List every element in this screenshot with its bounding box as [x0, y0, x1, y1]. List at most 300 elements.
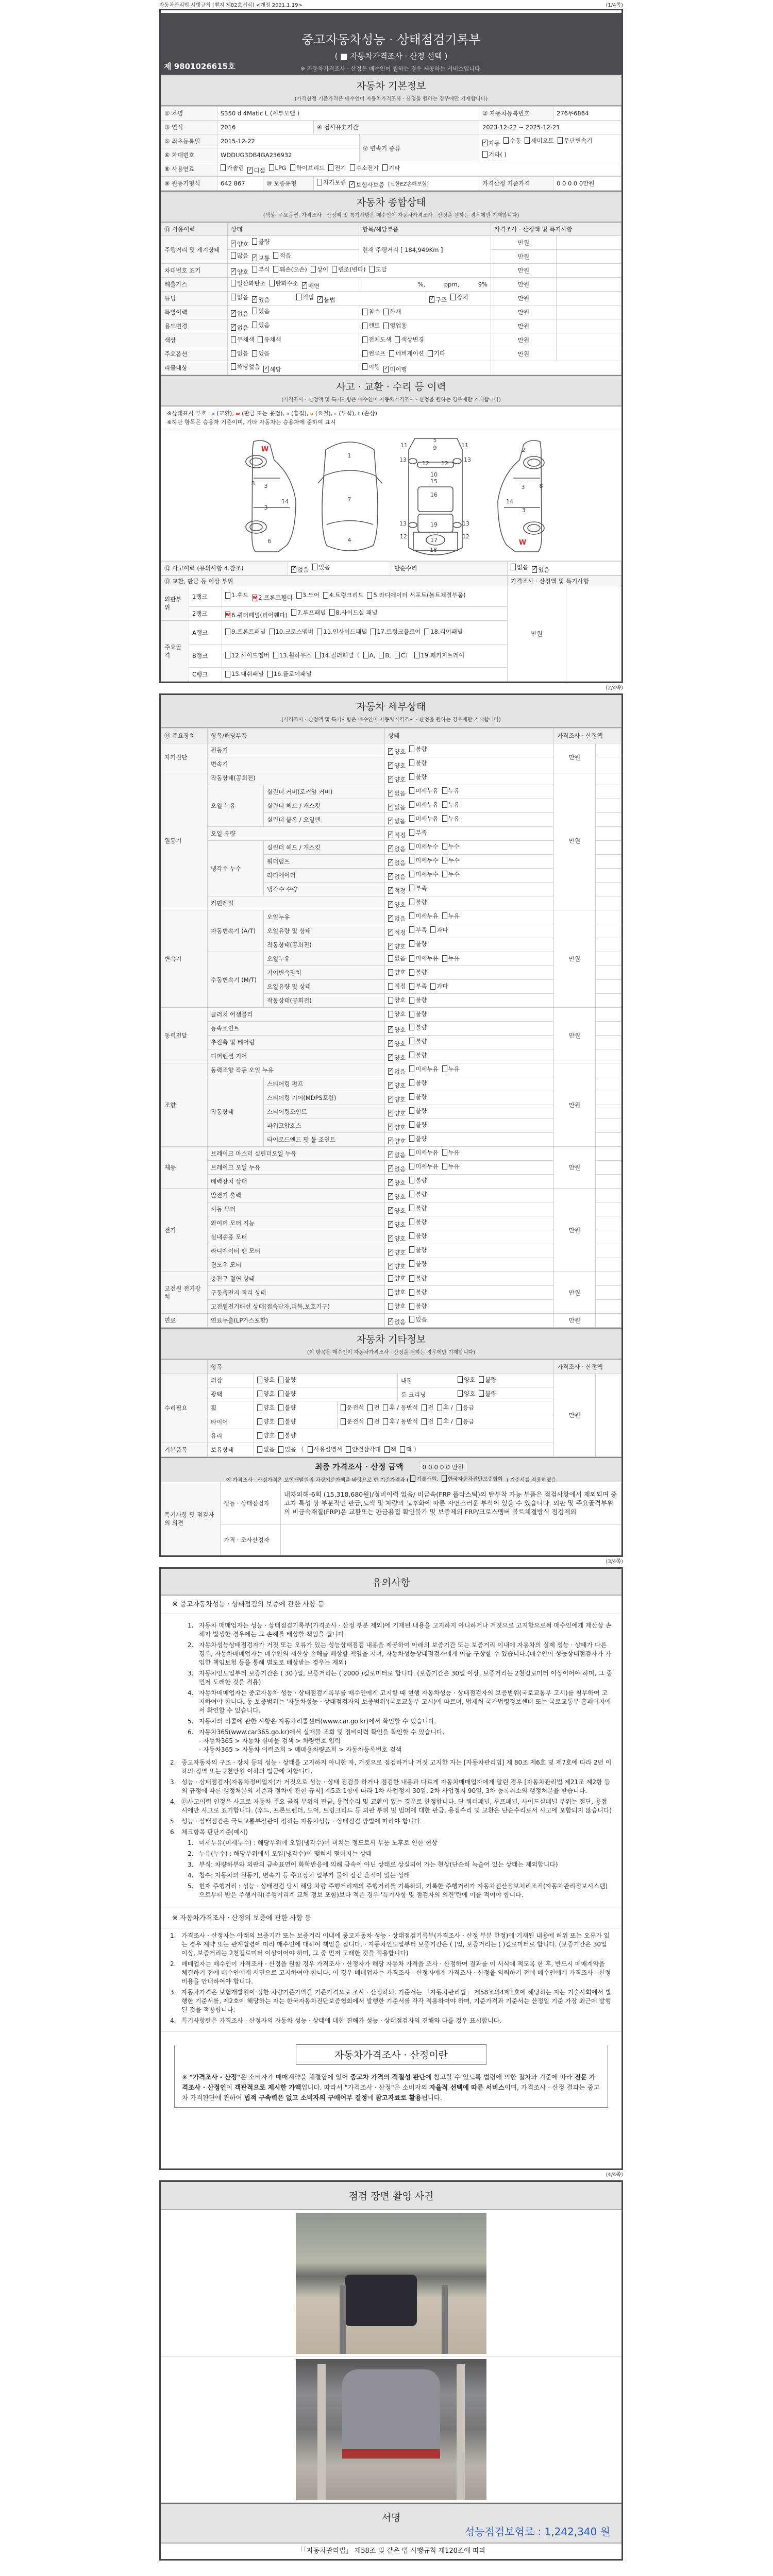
checkbox-option[interactable]	[388, 1288, 406, 1296]
checkbox-option[interactable]	[363, 651, 376, 660]
checkbox-icon[interactable]	[362, 309, 367, 315]
checkbox-option[interactable]	[317, 178, 346, 187]
checkbox-option[interactable]	[291, 608, 326, 617]
checkbox-checked-icon[interactable]: ✓	[389, 790, 393, 795]
checkbox-icon[interactable]	[479, 1376, 484, 1383]
checkbox-checked-icon[interactable]: ✓	[231, 241, 236, 246]
checkbox-option[interactable]	[437, 1403, 453, 1412]
checkbox-icon[interactable]	[278, 1446, 283, 1453]
checkbox-icon[interactable]	[341, 1404, 346, 1411]
checkbox-icon[interactable]	[422, 1404, 427, 1411]
checkbox-option[interactable]	[257, 1389, 275, 1398]
checkbox-icon[interactable]	[409, 1011, 414, 1018]
checkbox-option[interactable]	[388, 1109, 406, 1117]
checkbox-option[interactable]	[231, 268, 248, 276]
checkbox-icon[interactable]	[252, 308, 257, 314]
checkbox-option[interactable]	[409, 1176, 427, 1184]
checkbox-icon[interactable]	[409, 1107, 414, 1114]
checkbox-option[interactable]	[409, 1107, 427, 1115]
checkbox-icon[interactable]	[362, 323, 367, 329]
checkbox-checked-icon[interactable]: ✓	[389, 943, 393, 948]
checkbox-option[interactable]	[383, 365, 407, 374]
checkbox-option[interactable]	[388, 775, 406, 784]
checkbox-option[interactable]	[422, 1417, 433, 1426]
checkbox-option[interactable]	[388, 1221, 406, 1229]
checkbox-option[interactable]	[383, 321, 407, 330]
checkbox-option[interactable]	[290, 164, 325, 172]
checkbox-option[interactable]	[422, 1403, 433, 1412]
checkbox-icon[interactable]	[231, 294, 236, 300]
checkbox-icon[interactable]	[409, 1177, 414, 1183]
checkbox-option[interactable]	[367, 1403, 379, 1412]
checkbox-icon[interactable]	[409, 1079, 414, 1086]
checkbox-option[interactable]	[388, 1040, 406, 1048]
checkbox-icon[interactable]	[379, 652, 384, 658]
checkbox-icon[interactable]	[257, 1404, 262, 1411]
checkbox-option[interactable]	[362, 321, 380, 330]
checkbox-checked-icon[interactable]: ✓	[389, 1249, 393, 1255]
checkbox-option[interactable]	[257, 1431, 275, 1439]
checkbox-icon[interactable]	[317, 629, 322, 635]
checkbox-icon[interactable]	[409, 1316, 414, 1323]
checkbox-icon[interactable]	[409, 773, 414, 780]
checkbox-icon[interactable]	[409, 1289, 414, 1296]
checkbox-option[interactable]	[257, 1376, 275, 1384]
checkbox-icon[interactable]	[442, 1065, 447, 1072]
checkbox-option[interactable]	[371, 627, 421, 636]
checkbox-option[interactable]	[525, 135, 553, 146]
checkbox-option[interactable]	[409, 759, 427, 767]
checkbox-option[interactable]	[409, 815, 438, 823]
checkbox-option[interactable]	[442, 912, 460, 920]
checkbox-option[interactable]	[479, 1376, 496, 1384]
checkbox-option[interactable]	[225, 670, 264, 678]
checkbox-option[interactable]	[503, 135, 521, 146]
checkbox-icon[interactable]	[278, 1418, 283, 1425]
checkbox-option[interactable]	[278, 1431, 296, 1439]
checkbox-checked-icon[interactable]: ✓	[350, 181, 355, 187]
checkbox-option[interactable]	[369, 265, 387, 274]
checkbox-checked-icon[interactable]: ✓	[389, 804, 393, 809]
checkbox-option[interactable]	[225, 627, 266, 636]
checkbox-option[interactable]	[482, 149, 507, 160]
checkbox-option[interactable]	[388, 1207, 406, 1215]
checkbox-option[interactable]	[429, 296, 447, 304]
checkbox-checked-icon[interactable]: ✓	[389, 845, 393, 851]
checkbox-option[interactable]	[388, 1081, 406, 1090]
checkbox-option[interactable]	[388, 1137, 406, 1145]
checkbox-option[interactable]	[258, 335, 281, 344]
checkbox-option[interactable]	[511, 563, 528, 571]
checkbox-icon[interactable]	[409, 787, 414, 794]
checkbox-icon[interactable]	[409, 1163, 414, 1170]
checkbox-checked-icon[interactable]: ✓	[430, 296, 434, 302]
checkbox-option[interactable]	[231, 310, 248, 318]
checkbox-option[interactable]	[388, 1318, 406, 1326]
checkbox-icon[interactable]	[409, 1135, 414, 1142]
checkbox-icon[interactable]	[312, 564, 317, 570]
checkbox-option[interactable]	[252, 254, 270, 262]
checkbox-option[interactable]	[388, 982, 406, 990]
checkbox-checked-icon[interactable]: ✓	[231, 324, 236, 330]
checkbox-checked-icon[interactable]: ✓	[302, 282, 307, 288]
checkbox-option[interactable]	[388, 1026, 406, 1034]
checkbox-option[interactable]	[388, 1302, 406, 1310]
checkbox-option[interactable]	[317, 627, 367, 636]
checkbox-icon[interactable]	[409, 912, 414, 919]
checkbox-option[interactable]	[409, 1079, 427, 1087]
checkbox-checked-icon[interactable]: ✓	[318, 296, 323, 302]
checkbox-option[interactable]	[409, 1190, 427, 1198]
checkbox-icon[interactable]	[442, 843, 447, 850]
checkbox-option[interactable]	[437, 1417, 453, 1426]
checkbox-icon[interactable]	[362, 336, 367, 343]
checkbox-option[interactable]	[388, 1095, 406, 1104]
checkbox-icon[interactable]	[270, 629, 275, 635]
checkbox-icon[interactable]	[409, 1246, 414, 1253]
checkbox-icon[interactable]	[479, 1390, 484, 1397]
checkbox-icon[interactable]	[558, 137, 563, 144]
checkbox-option[interactable]	[269, 164, 287, 172]
checkbox-icon[interactable]	[362, 350, 367, 357]
checkbox-checked-icon[interactable]: ✓	[389, 1068, 393, 1074]
checkbox-option[interactable]	[388, 1151, 406, 1159]
checkbox-icon[interactable]	[409, 843, 414, 850]
weld-mark-icon[interactable]: w	[226, 612, 230, 617]
checkbox-option[interactable]	[409, 870, 438, 878]
checkbox-option[interactable]	[400, 1445, 419, 1453]
checkbox-icon[interactable]	[267, 671, 273, 677]
checkbox-icon[interactable]	[371, 629, 376, 635]
checkbox-option[interactable]	[367, 1417, 379, 1426]
checkbox-option[interactable]	[430, 982, 448, 990]
checkbox-option[interactable]	[278, 1445, 304, 1453]
checkbox-checked-icon[interactable]: ✓	[253, 255, 257, 260]
checkbox-option[interactable]	[388, 1262, 406, 1270]
checkbox-option[interactable]	[388, 859, 406, 867]
checkbox-option[interactable]	[409, 940, 427, 948]
checkbox-icon[interactable]	[503, 137, 509, 144]
checkbox-icon[interactable]	[257, 1377, 262, 1383]
checkbox-icon[interactable]	[278, 1377, 283, 1383]
checkbox-option[interactable]	[252, 238, 270, 246]
checkbox-icon[interactable]	[252, 238, 257, 245]
checkbox-option[interactable]	[388, 803, 406, 811]
checkbox-option[interactable]	[395, 651, 411, 660]
checkbox-option[interactable]	[231, 293, 248, 301]
checkbox-checked-icon[interactable]: ✓	[389, 1138, 393, 1143]
checkbox-option[interactable]	[409, 1288, 427, 1296]
checkbox-option[interactable]	[252, 307, 270, 315]
checkbox-option[interactable]	[388, 761, 406, 770]
checkbox-checked-icon[interactable]: ✓	[389, 818, 393, 823]
checkbox-option[interactable]	[409, 1218, 427, 1226]
checkbox-icon[interactable]	[269, 164, 274, 171]
checkbox-option[interactable]	[257, 1403, 275, 1412]
checkbox-icon[interactable]	[252, 266, 257, 273]
checkbox-option[interactable]	[409, 773, 427, 781]
checkbox-option[interactable]	[273, 651, 312, 660]
checkbox-checked-icon[interactable]: ✓	[389, 1165, 393, 1171]
checkbox-icon[interactable]	[482, 151, 488, 158]
checkbox-icon[interactable]	[221, 164, 226, 171]
checkbox-option[interactable]	[409, 1023, 427, 1031]
checkbox-checked-icon[interactable]: ✓	[483, 140, 488, 146]
checkbox-icon[interactable]	[388, 1303, 393, 1310]
checkbox-icon[interactable]	[367, 592, 372, 599]
checkbox-icon[interactable]	[308, 1446, 313, 1453]
checkbox-option[interactable]	[388, 1123, 406, 1131]
checkbox-icon[interactable]	[388, 1289, 393, 1296]
checkbox-icon[interactable]	[367, 1404, 373, 1411]
checkbox-icon[interactable]	[278, 1391, 283, 1397]
checkbox-option[interactable]	[442, 856, 460, 865]
checkbox-checked-icon[interactable]: ✓	[389, 1207, 393, 1213]
checkbox-option[interactable]	[388, 1234, 406, 1243]
checkbox-icon[interactable]	[430, 983, 435, 990]
checkbox-option[interactable]	[252, 593, 293, 602]
checkbox-icon[interactable]	[409, 1218, 414, 1225]
checkbox-option[interactable]	[231, 349, 248, 358]
checkbox-option[interactable]	[263, 365, 281, 374]
checkbox-option[interactable]	[388, 1010, 406, 1018]
checkbox-option[interactable]	[409, 1010, 427, 1018]
checkbox-icon[interactable]	[414, 652, 419, 658]
checkbox-option[interactable]	[388, 914, 406, 923]
checkbox-checked-icon[interactable]: ✓	[389, 1124, 393, 1129]
checkbox-icon[interactable]	[225, 592, 230, 599]
checkbox-icon[interactable]	[409, 815, 414, 822]
checkbox-option[interactable]	[231, 251, 248, 260]
checkbox-icon[interactable]	[395, 652, 400, 658]
checkbox-option[interactable]	[409, 1204, 427, 1212]
checkbox-icon[interactable]	[422, 1418, 427, 1425]
checkbox-icon[interactable]	[409, 829, 414, 836]
checkbox-icon[interactable]	[400, 1446, 405, 1453]
checkbox-option[interactable]	[388, 845, 406, 853]
checkbox-icon[interactable]	[442, 787, 447, 794]
checkbox-option[interactable]	[388, 954, 406, 962]
checkbox-icon[interactable]	[323, 592, 328, 599]
checkbox-option[interactable]	[317, 296, 335, 304]
checkbox-checked-icon[interactable]: ✓	[389, 776, 393, 782]
checkbox-option[interactable]	[362, 363, 380, 371]
checkbox-option[interactable]	[252, 349, 270, 358]
checkbox-icon[interactable]	[273, 652, 278, 658]
checkbox-icon[interactable]	[257, 1432, 262, 1439]
checkbox-icon[interactable]	[409, 1065, 414, 1072]
checkbox-option[interactable]	[323, 590, 364, 600]
checkbox-option[interactable]	[388, 928, 406, 937]
checkbox-option[interactable]	[409, 982, 427, 990]
checkbox-checked-icon[interactable]: ✓	[389, 762, 393, 768]
checkbox-icon[interactable]	[225, 671, 230, 677]
checkbox-checked-icon[interactable]: ✓	[389, 1221, 393, 1227]
checkbox-icon[interactable]	[296, 294, 301, 300]
checkbox-option[interactable]	[388, 1248, 406, 1257]
checkbox-checked-icon[interactable]: ✓	[389, 1263, 393, 1268]
checkbox-icon[interactable]	[442, 1149, 447, 1156]
checkbox-option[interactable]	[257, 1417, 275, 1426]
checkbox-option[interactable]	[252, 265, 270, 274]
checkbox-icon[interactable]	[341, 1418, 346, 1425]
checkbox-option[interactable]	[409, 912, 438, 920]
checkbox-option[interactable]	[267, 670, 312, 678]
checkbox-option[interactable]	[409, 828, 427, 837]
checkbox-icon[interactable]	[258, 336, 263, 343]
checkbox-icon[interactable]	[409, 885, 414, 891]
checkbox-option[interactable]	[442, 870, 460, 878]
checkbox-icon[interactable]	[409, 871, 414, 877]
checkbox-option[interactable]	[388, 887, 406, 895]
checkbox-icon[interactable]	[291, 609, 296, 616]
checkbox-checked-icon[interactable]: ✓	[389, 1179, 393, 1185]
checkbox-option[interactable]	[430, 926, 448, 934]
checkbox-icon[interactable]	[270, 280, 275, 286]
checkbox-option[interactable]	[409, 926, 427, 934]
checkbox-icon[interactable]	[409, 801, 414, 808]
checkbox-icon[interactable]	[511, 564, 516, 570]
checkbox-option[interactable]	[442, 787, 460, 795]
checkbox-icon[interactable]	[388, 955, 393, 962]
checkbox-option[interactable]	[442, 1148, 460, 1157]
checkbox-option[interactable]	[329, 608, 377, 617]
checkbox-option[interactable]	[315, 651, 360, 660]
checkbox-icon[interactable]	[363, 652, 368, 658]
checkbox-option[interactable]	[409, 968, 427, 976]
checkbox-option[interactable]	[388, 748, 406, 756]
checkbox-option[interactable]	[428, 349, 445, 358]
checkbox-icon[interactable]	[424, 629, 429, 635]
checkbox-option[interactable]	[457, 1417, 474, 1426]
checkbox-option[interactable]	[341, 1417, 364, 1426]
checkbox-checked-icon[interactable]: ✓	[389, 1151, 393, 1157]
checkbox-icon[interactable]	[328, 164, 333, 171]
checkbox-option[interactable]	[383, 308, 401, 316]
checkbox-option[interactable]	[384, 1445, 396, 1453]
checkbox-option[interactable]	[362, 308, 380, 316]
checkbox-option[interactable]	[296, 293, 314, 301]
checkbox-icon[interactable]	[409, 955, 414, 962]
checkbox-option[interactable]	[388, 1067, 406, 1076]
checkbox-icon[interactable]	[410, 1475, 415, 1482]
checkbox-icon[interactable]	[409, 899, 414, 905]
checkbox-icon[interactable]	[384, 1446, 390, 1453]
checkbox-icon[interactable]	[409, 997, 414, 1004]
checkbox-option[interactable]	[379, 651, 391, 660]
checkbox-icon[interactable]	[383, 309, 389, 315]
checkbox-icon[interactable]	[383, 1404, 388, 1411]
checkbox-checked-icon[interactable]: ✓	[389, 915, 393, 921]
checkbox-option[interactable]	[442, 842, 460, 851]
checkbox-icon[interactable]	[409, 1303, 414, 1310]
checkbox-icon[interactable]	[428, 350, 433, 357]
checkbox-checked-icon[interactable]: ✓	[389, 873, 393, 879]
checkbox-icon[interactable]	[442, 1475, 447, 1482]
checkbox-icon[interactable]	[458, 1376, 463, 1383]
checkbox-option[interactable]	[383, 1403, 418, 1412]
checkbox-checked-icon[interactable]: ✓	[231, 310, 236, 316]
checkbox-option[interactable]	[409, 787, 438, 795]
checkbox-option[interactable]	[409, 1246, 427, 1254]
checkbox-option[interactable]	[257, 1445, 275, 1453]
checkbox-option[interactable]	[291, 566, 309, 574]
checkbox-icon[interactable]	[252, 350, 257, 357]
checkbox-icon[interactable]	[388, 1011, 393, 1018]
checkbox-option[interactable]	[362, 349, 385, 358]
checkbox-option[interactable]	[231, 240, 248, 248]
checkbox-icon[interactable]	[409, 1052, 414, 1058]
checkbox-option[interactable]	[409, 1121, 427, 1129]
checkbox-option[interactable]	[457, 1403, 474, 1412]
checkbox-option[interactable]	[409, 884, 427, 892]
checkbox-checked-icon[interactable]: ✓	[389, 832, 393, 837]
checkbox-checked-icon[interactable]: ✓	[532, 566, 537, 572]
checkbox-option[interactable]	[458, 1376, 475, 1384]
checkbox-icon[interactable]	[369, 266, 375, 273]
checkbox-checked-icon[interactable]: ✓	[389, 1318, 393, 1324]
checkbox-option[interactable]	[482, 138, 500, 149]
checkbox-icon[interactable]	[225, 629, 230, 635]
checkbox-option[interactable]	[409, 1093, 427, 1101]
checkbox-option[interactable]	[409, 1065, 438, 1073]
checkbox-option[interactable]	[409, 898, 427, 906]
checkbox-icon[interactable]	[257, 1418, 262, 1425]
checkbox-icon[interactable]	[231, 252, 236, 259]
checkbox-option[interactable]	[367, 590, 465, 600]
checkbox-option[interactable]	[532, 566, 549, 574]
checkbox-icon[interactable]	[409, 1093, 414, 1100]
checkbox-checked-icon[interactable]: ✓	[389, 929, 393, 935]
checkbox-option[interactable]	[388, 1193, 406, 1201]
checkbox-icon[interactable]	[442, 801, 447, 808]
checkbox-option[interactable]	[409, 1302, 427, 1310]
checkbox-option[interactable]	[388, 873, 406, 881]
checkbox-icon[interactable]	[252, 321, 257, 328]
checkbox-icon[interactable]	[409, 759, 414, 766]
checkbox-option[interactable]	[458, 1389, 475, 1398]
checkbox-icon[interactable]	[350, 164, 355, 171]
checkbox-icon[interactable]	[362, 363, 367, 370]
checkbox-option[interactable]	[231, 335, 254, 344]
checkbox-checked-icon[interactable]: ✓	[248, 167, 253, 173]
checkbox-icon[interactable]	[278, 1432, 283, 1439]
checkbox-checked-icon[interactable]: ✓	[231, 268, 236, 274]
checkbox-option[interactable]	[278, 1389, 296, 1398]
checkbox-icon[interactable]	[383, 323, 389, 329]
checkbox-option[interactable]	[308, 1445, 343, 1453]
checkbox-icon[interactable]	[525, 137, 530, 144]
checkbox-option[interactable]	[296, 590, 320, 600]
checkbox-icon[interactable]	[442, 912, 447, 919]
checkbox-icon[interactable]	[273, 266, 278, 273]
checkbox-option[interactable]	[346, 1445, 381, 1453]
checkbox-option[interactable]	[409, 1274, 427, 1282]
checkbox-option[interactable]	[341, 1403, 364, 1412]
checkbox-option[interactable]	[442, 815, 460, 823]
checkbox-icon[interactable]	[346, 1446, 351, 1453]
checkbox-checked-icon[interactable]: ✓	[389, 859, 393, 865]
checkbox-option[interactable]	[410, 1475, 438, 1482]
checkbox-icon[interactable]	[388, 983, 393, 990]
checkbox-option[interactable]	[278, 1403, 296, 1412]
checkbox-option[interactable]	[414, 651, 464, 660]
checkbox-option[interactable]	[409, 1051, 427, 1059]
checkbox-option[interactable]	[388, 968, 406, 976]
checkbox-option[interactable]	[231, 363, 260, 371]
checkbox-checked-icon[interactable]: ✓	[389, 1110, 393, 1115]
checkbox-option[interactable]	[328, 164, 346, 172]
